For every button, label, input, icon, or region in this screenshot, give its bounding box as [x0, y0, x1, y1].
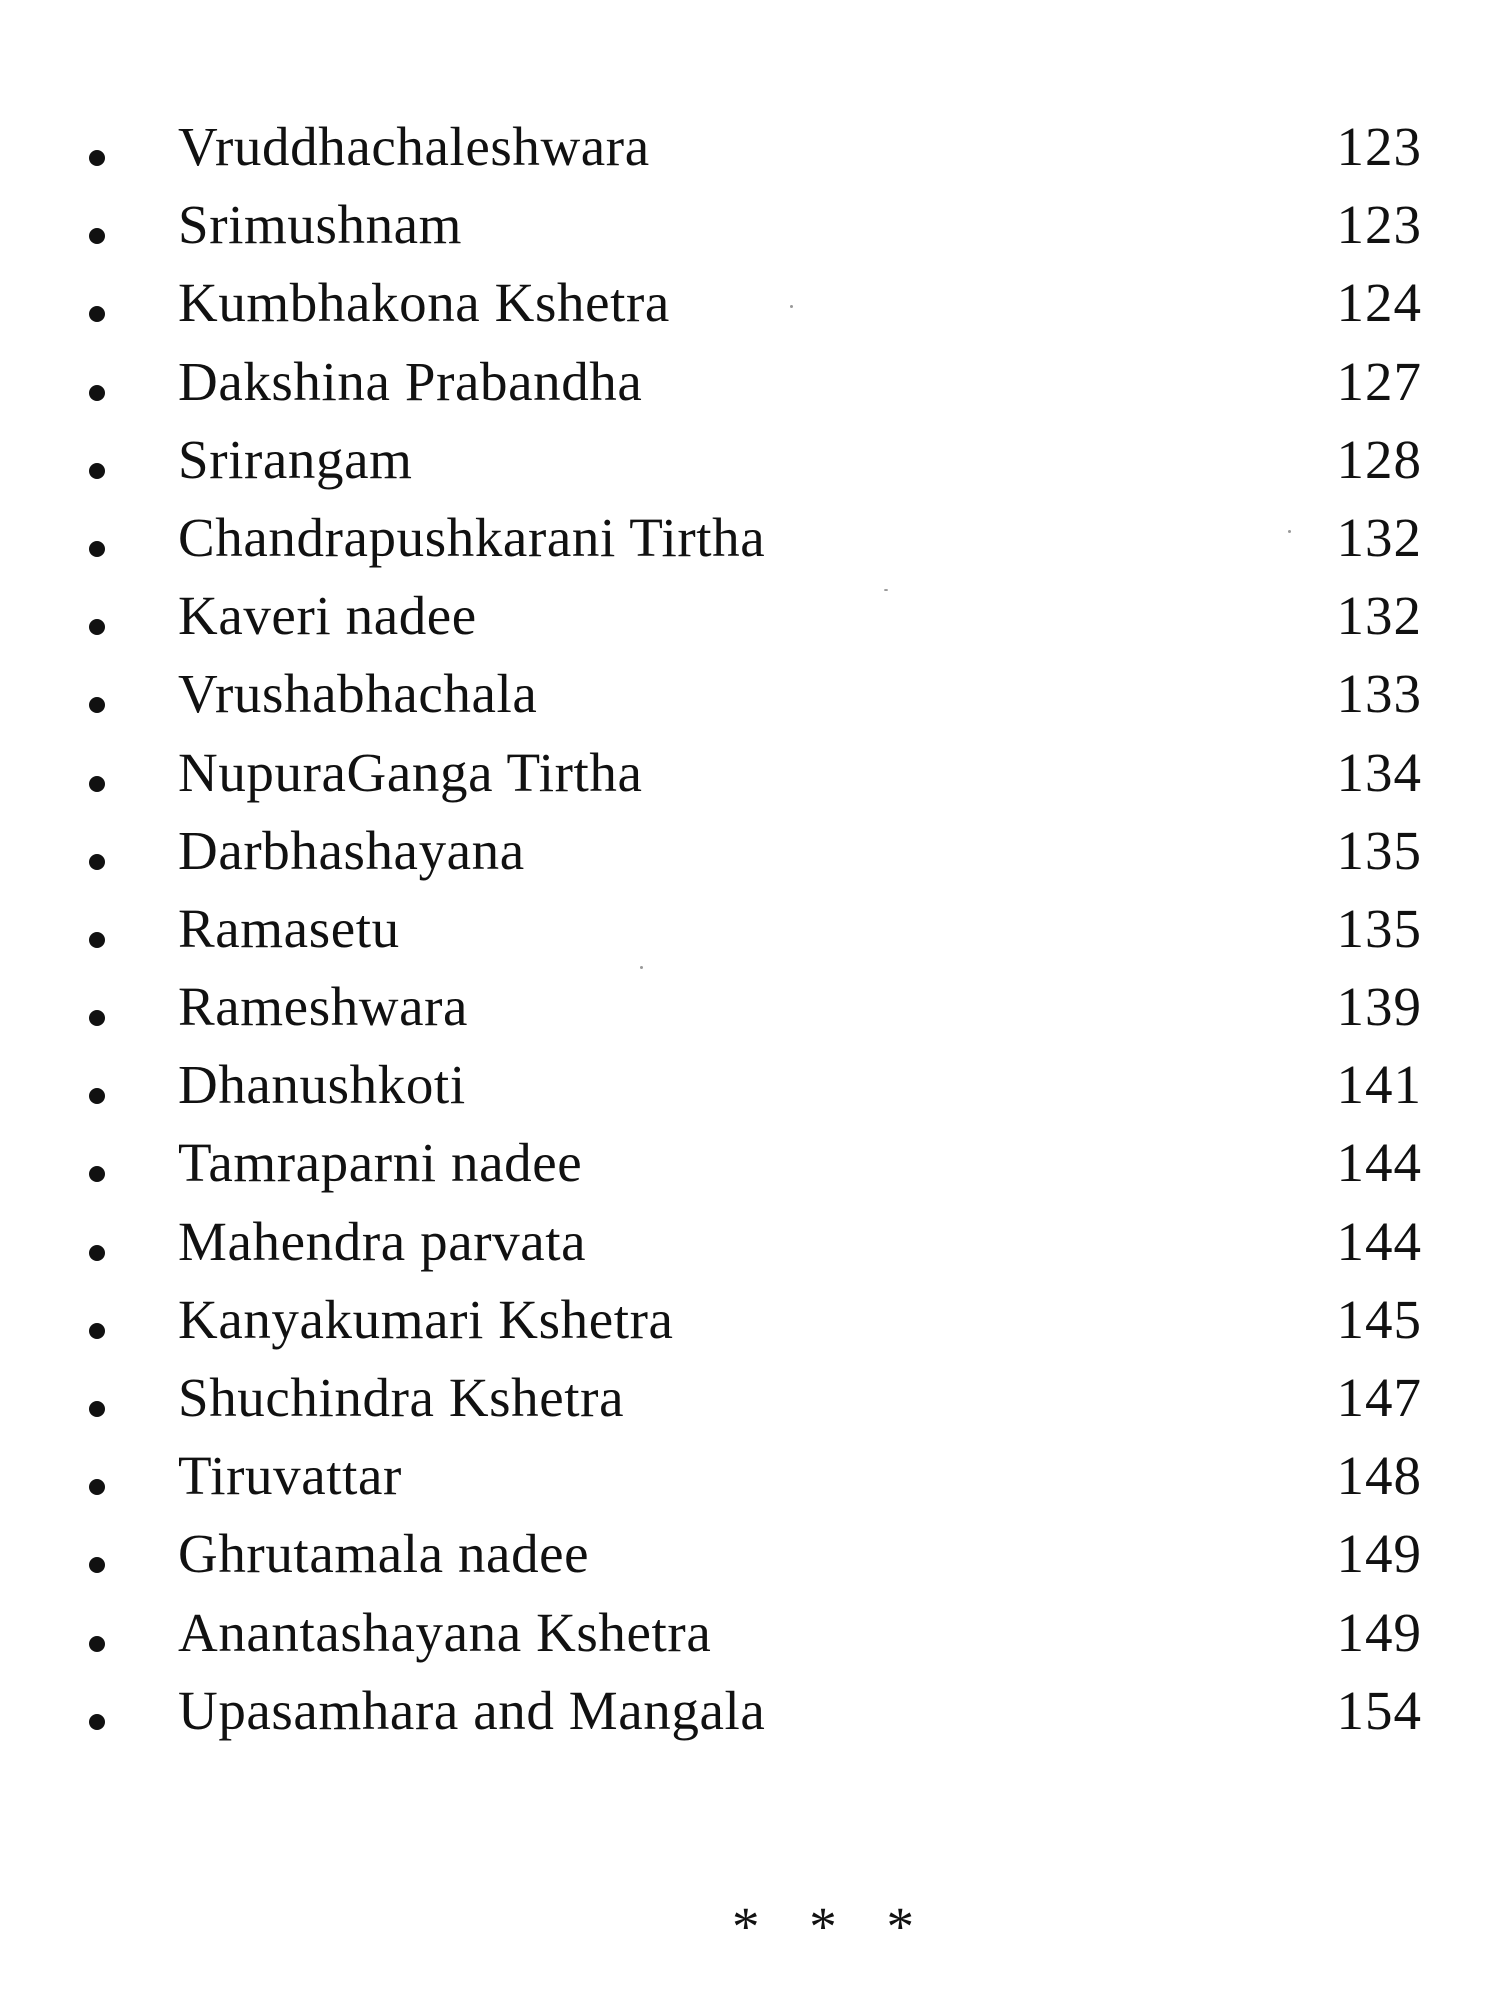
bullet-icon	[89, 697, 105, 713]
entry-title: Upasamhara and Mangala	[178, 1679, 766, 1741]
toc-entry	[80, 573, 1460, 651]
toc-entry	[80, 1668, 1460, 1746]
toc-entry	[80, 495, 1460, 573]
entry-page-number: 132	[1336, 585, 1422, 647]
entry-title: Rameshwara	[178, 976, 469, 1038]
bullet-icon	[89, 1479, 105, 1495]
bullet-icon	[89, 1636, 105, 1652]
entry-title: Vrushabhachala	[178, 663, 538, 725]
toc-entry	[80, 1355, 1460, 1433]
toc-entry	[80, 1199, 1460, 1277]
entry-title: Srirangam	[178, 428, 413, 490]
entry-page-number: 123	[1336, 116, 1422, 177]
entry-title: Mahendra parvata	[178, 1210, 587, 1272]
toc-entry	[80, 886, 1460, 964]
entry-page-number: 128	[1336, 428, 1422, 490]
bullet-icon	[89, 228, 105, 244]
scan-speck	[790, 305, 793, 308]
entry-title: Chandrapushkarani Tirtha	[178, 506, 766, 568]
bullet-icon	[89, 854, 105, 870]
bullet-icon	[89, 541, 105, 557]
entry-title: Dakshina Prabandha	[178, 350, 643, 412]
toc-entry	[80, 1120, 1460, 1198]
entry-page-number: 134	[1336, 741, 1422, 803]
bullet-icon	[89, 1010, 105, 1026]
toc-entry	[80, 1042, 1460, 1120]
entry-page-number: 133	[1336, 663, 1422, 725]
entry-title: Tiruvattar	[178, 1445, 402, 1507]
bullet-icon	[89, 385, 105, 401]
bullet-icon	[89, 1323, 105, 1339]
entry-page-number: 123	[1336, 194, 1422, 256]
entry-page-number: 127	[1336, 350, 1422, 412]
entry-page-number: 154	[1336, 1679, 1422, 1741]
entry-title: NupuraGanga Tirtha	[178, 741, 643, 803]
entry-title: Dhanushkoti	[178, 1054, 466, 1116]
entry-title: Darbhashayana	[178, 819, 525, 881]
entry-page-number: 144	[1336, 1210, 1422, 1272]
entry-page-number: 145	[1336, 1288, 1422, 1350]
section-end-mark: * * *	[732, 1896, 932, 1957]
entry-title: Kaveri nadee	[178, 585, 477, 647]
entry-title: Vruddhachaleshwara	[178, 116, 650, 177]
bullet-icon	[89, 463, 105, 479]
entry-page-number: 135	[1336, 897, 1422, 959]
entry-title: Tamraparni nadee	[178, 1132, 583, 1194]
scan-speck	[884, 589, 888, 591]
bullet-icon	[89, 1401, 105, 1417]
entry-title: Kumbhakona Kshetra	[178, 272, 670, 334]
entry-page-number: 147	[1336, 1367, 1422, 1428]
entry-page-number: 148	[1336, 1445, 1422, 1507]
toc-entry	[80, 1433, 1460, 1511]
table-of-contents	[80, 104, 1460, 1746]
toc-entry	[80, 1511, 1460, 1589]
scan-speck	[1288, 530, 1291, 533]
toc-entry	[80, 808, 1460, 886]
bullet-icon	[89, 1557, 105, 1573]
bullet-icon	[89, 932, 105, 948]
entry-page-number: 124	[1336, 272, 1422, 334]
bullet-icon	[89, 1245, 105, 1261]
entry-page-number: 149	[1336, 1523, 1422, 1585]
bullet-icon	[89, 1714, 105, 1730]
entry-page-number: 132	[1336, 506, 1422, 568]
entry-title: Ramasetu	[178, 897, 400, 959]
bullet-icon	[89, 776, 105, 792]
entry-title: Srimushnam	[178, 194, 463, 256]
toc-entry	[80, 964, 1460, 1042]
entry-title: Shuchindra Kshetra	[178, 1367, 625, 1428]
entry-page-number: 144	[1336, 1132, 1422, 1194]
entry-page-number: 149	[1336, 1601, 1422, 1663]
entry-title: Kanyakumari Kshetra	[178, 1288, 674, 1350]
bullet-icon	[89, 619, 105, 635]
bullet-icon	[89, 1166, 105, 1182]
bullet-icon	[89, 150, 105, 166]
toc-entry	[80, 1277, 1460, 1355]
toc-entry	[80, 182, 1460, 260]
toc-entry	[80, 1590, 1460, 1668]
toc-entry	[80, 339, 1460, 417]
entry-title: Anantashayana Kshetra	[178, 1601, 712, 1663]
entry-title: Ghrutamala nadee	[178, 1523, 590, 1585]
entry-page-number: 139	[1336, 976, 1422, 1038]
toc-entry	[80, 260, 1460, 338]
bullet-icon	[89, 306, 105, 322]
toc-entry	[80, 104, 1460, 182]
toc-entry	[80, 417, 1460, 495]
scan-speck	[640, 966, 643, 969]
bullet-icon	[89, 1088, 105, 1104]
entry-page-number: 135	[1336, 819, 1422, 881]
entry-page-number: 141	[1336, 1054, 1422, 1116]
toc-entry	[80, 730, 1460, 808]
toc-entry	[80, 651, 1460, 729]
